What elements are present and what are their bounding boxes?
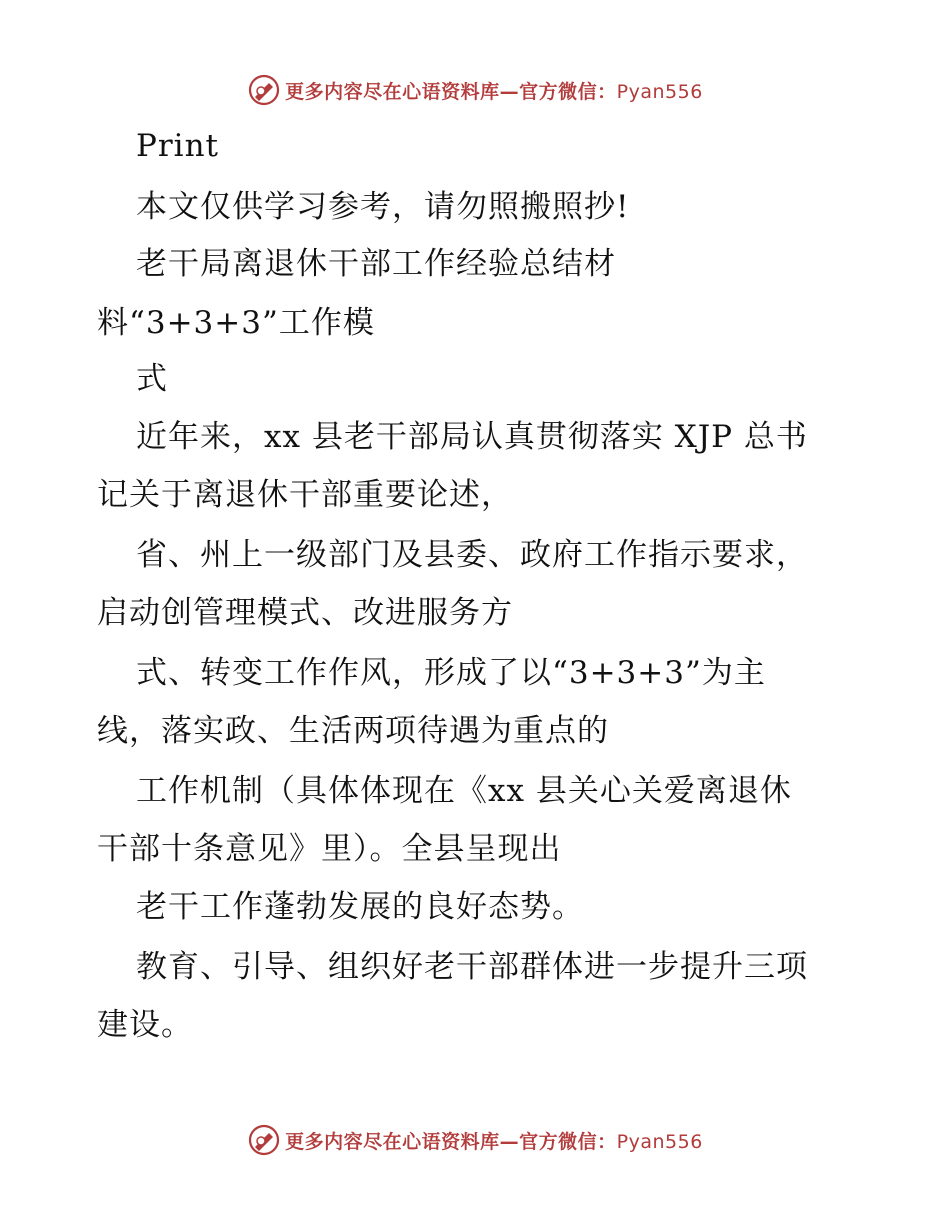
doc-line: 老干工作蓬勃发展的良好态势。 [136,889,584,925]
doc-line: Print [136,128,220,164]
doc-line: 记关于离退休干部重要论述， [97,477,513,513]
brand-logo-icon [247,73,281,107]
doc-line: 启动创管理模式、改进服务方 [97,595,513,631]
banner-text: 更多内容尽在心语资料库—官方微信：Pyan556 [285,80,703,103]
doc-line: 式 [136,361,168,397]
doc-line: 老干局离退休干部工作经验总结材 [136,246,616,282]
doc-line: 教育、引导、组织好老干部群体进一步提升三项 [136,949,808,985]
brand-logo-icon [247,1123,281,1157]
banner-text: 更多内容尽在心语资料库—官方微信：Pyan556 [285,1130,703,1153]
banner-account: Pyan556 [616,1130,703,1153]
header-banner [0,70,950,110]
banner-account: Pyan556 [616,80,703,103]
footer-banner [0,1120,950,1160]
doc-line: 近年来，xx 县老干部局认真贯彻落实 XJP 总书 [136,419,808,455]
doc-line: 料“3+3+3”工作模 [97,305,375,341]
doc-line: 线，落实政、生活两项待遇为重点的 [97,713,609,749]
doc-line: 省、州上一级部门及县委、政府工作指示要求， [136,537,808,573]
doc-line: 干部十条意见》里）。全县呈现出 [97,831,562,867]
doc-line: 建设。 [97,1007,193,1043]
doc-line: 本文仅供学习参考，请勿照搬照抄! [136,189,630,225]
doc-line: 式、转变工作作风，形成了以“3+3+3”为主 [136,655,766,691]
doc-line: 工作机制（具体体现在《xx 县关心关爱离退休 [136,773,792,809]
